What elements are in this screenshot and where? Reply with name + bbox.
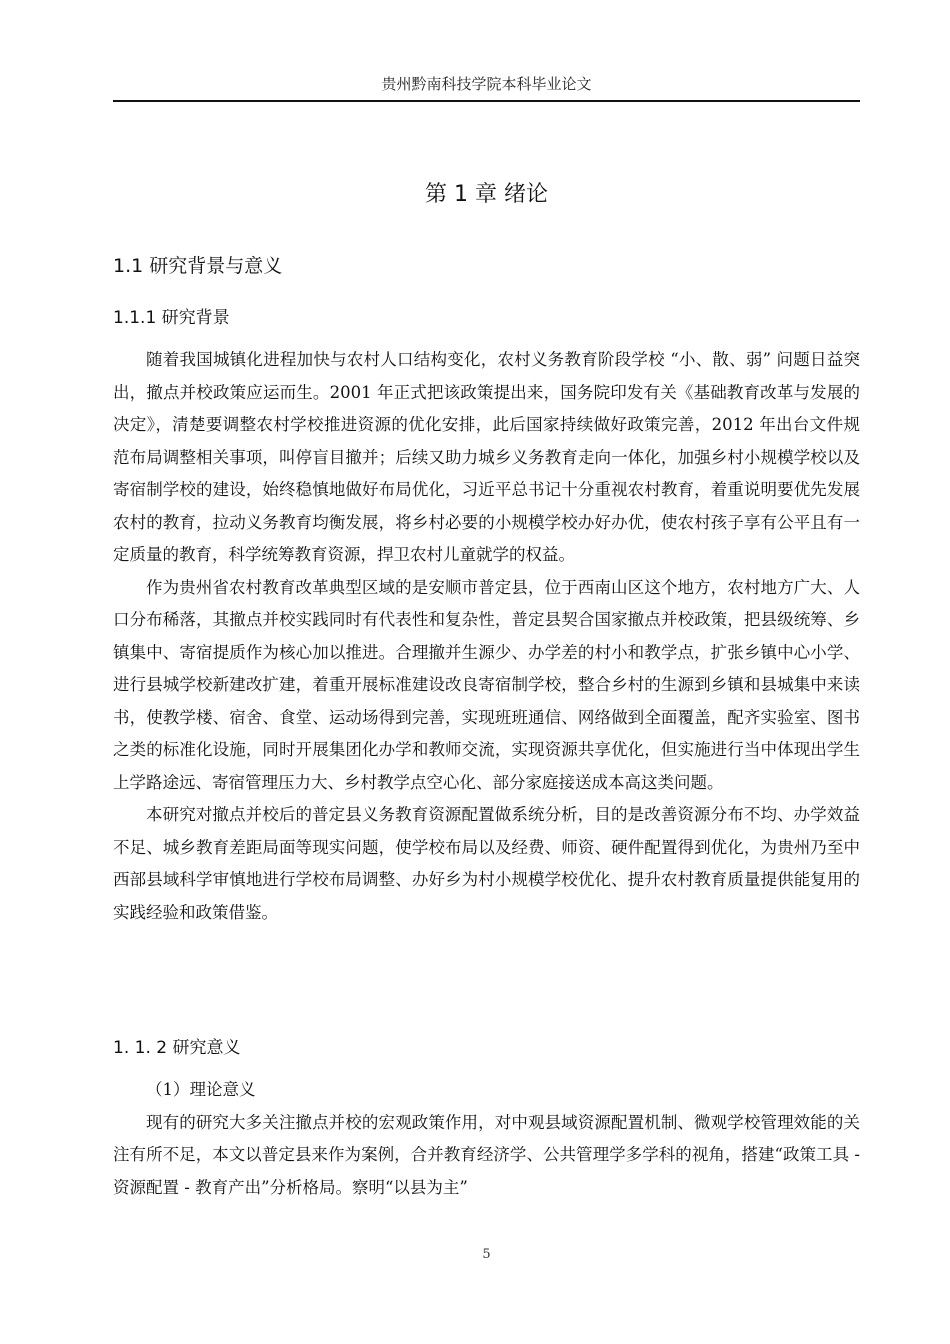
subsection-heading-background: 1.1.1 研究背景 <box>113 308 230 328</box>
paragraph: 随着我国城镇化进程加快与农村人口结构变化，农村义务教育阶段学校 “小、散、弱” 问题日益突出，撤点并校政策应运而生。2001 年正式把该政策提出来，国务院印发有关《基础教育改革与发展的决定》，清楚要调整农村学校推进资源的优化安排，此后国家持续做好政策完善，2012 年出台文件规范布局调整相关事项，叫停盲目撤并；后续又助力城乡义务教育走向一体化，加强乡村小规模学校以及寄宿制学校的建设，始终稳慎地做好布局优化，习近平总书记十分重视农村教育，着重说明要优先发展农村的教育，拉动义务教育均衡发展，将乡村必要的小规模学校办好办优，使农村孩子享有公平且有一定质量的教育，科学统筹教育资源，捍卫农村儿童就学的权益。 <box>113 350 860 564</box>
paragraph: 作为贵州省农村教育改革典型区域的是安顺市普定县，位于西南山区这个地方，农村地方广大、人口分布稀落，其撤点并校实践同时有代表性和复杂性，普定县契合国家撤点并校政策，把县级统筹、乡镇集中、寄宿提质作为核心加以推进。合理撤并生源少、办学差的村小和教学点，扩张乡镇中心小学、进行县城学校新建改扩建，着重开展标准建设改良寄宿制学校，整合乡村的生源到乡镇和县城集中来读书，使教学楼、宿舍、食堂、运动场得到完善，实现班班通信、网络做到全面覆盖，配齐实验室、图书之类的标准化设施，同时开展集团化办学和教师交流，实现资源共享优化，但实施进行当中体现出学生上学路途远、寄宿管理压力大、乡村教学点空心化、部分家庭接送成本高这类问题。 <box>113 577 860 792</box>
section-heading: 1.1 研究背景与意义 <box>113 255 283 277</box>
chapter-title: 第 1 章 绪论 <box>425 182 548 207</box>
significance-body <box>113 1074 860 1204</box>
paragraph: 现有的研究大多关注撤点并校的宏观政策作用，对中观县域资源配置机制、微观学校管理效能的关注有所不足，本文以普定县来作为案例，合并教育经济学、公共管理学多学科的视角，搭建“政策工具 - 资源配置 - 教育产出”分析格局。察明“以县为主” <box>113 1112 860 1197</box>
page-number: 5 <box>482 1247 491 1262</box>
background-body <box>113 344 860 929</box>
paragraph: 本研究对撤点并校后的普定县义务教育资源配置做系统分析，目的是改善资源分布不均、办学效益不足、城乡教育差距局面等现实问题，使学校布局以及经费、师资、硬件配置得到优化，为贵州乃至中西部县域科学审慎地进行学校布局调整、办好乡为村小规模学校优化、提升农村教育质量提供能复用的实践经验和政策借鉴。 <box>113 805 860 922</box>
theory-significance-subhead: （1）理论意义 <box>146 1080 256 1099</box>
running-header: 贵州黔南科技学院本科毕业论文 <box>381 75 592 93</box>
subsection-heading-significance: 1. 1. 2 研究意义 <box>113 1038 241 1058</box>
header-rule <box>113 100 860 102</box>
